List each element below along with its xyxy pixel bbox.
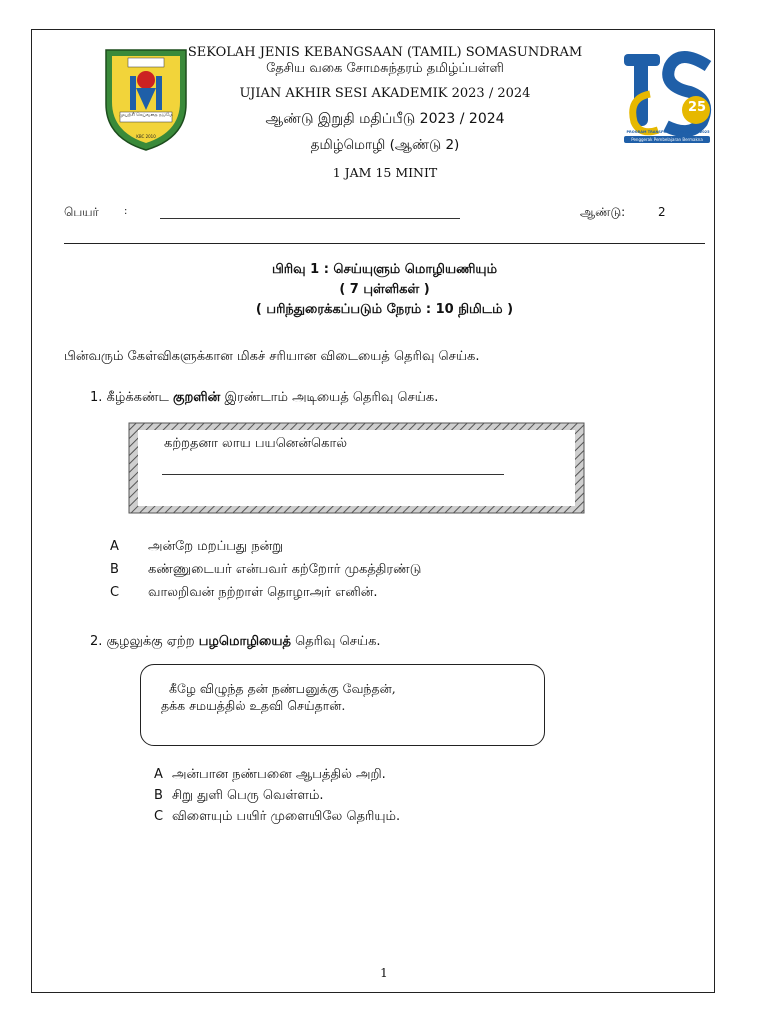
situation-line-1: கீழே விழுந்த தன் நண்பனுக்கு வேந்தன், bbox=[169, 681, 396, 696]
question-2-option-a[interactable] bbox=[154, 767, 386, 783]
question-2 bbox=[90, 634, 381, 650]
logo-motto: முயற்சி செய்வதை நடுமே bbox=[119, 113, 173, 118]
question-2-option-b[interactable] bbox=[154, 788, 324, 804]
option-text: வாலறிவன் நற்றாள் தொழாஅர் எனின். bbox=[148, 585, 378, 600]
logo-year: KBC 2010 bbox=[136, 134, 156, 139]
kural-answer-line[interactable] bbox=[162, 474, 504, 475]
instructions: பின்வரும் கேள்விகளுக்கான மிகச் சரியான விடையைத் தெரிவு செய்க. bbox=[64, 349, 480, 364]
page-number: 1 bbox=[380, 966, 388, 980]
name-field-line[interactable] bbox=[160, 218, 460, 219]
question-2-option-c[interactable] bbox=[154, 809, 400, 825]
question-2-text-after: தெரிவு செய்க. bbox=[295, 634, 381, 649]
subject-title: தமிழ்மொழி (ஆண்டு 2) bbox=[310, 137, 460, 153]
option-text: விளையும் பயிர் முளையிலே தெரியும். bbox=[172, 809, 401, 824]
ts25-logo bbox=[620, 46, 716, 146]
option-text: சிறு துளி பெரு வெள்ளம். bbox=[172, 788, 324, 803]
option-letter: B bbox=[110, 562, 119, 577]
option-text: கண்ணுடையர் என்பவர் கற்றோர் முகத்திரண்டு bbox=[148, 562, 422, 577]
question-1-keyword: குறளின் bbox=[172, 390, 221, 405]
section-marks: ( 7 புள்ளிகள் ) bbox=[339, 282, 430, 297]
year-value: 2 bbox=[658, 205, 666, 219]
logo-caption-1: PROGRAM TRANSFORMASI SEKOLAH 2025 bbox=[626, 130, 710, 134]
question-2-text-before: சூழலுக்கு ஏற்ற bbox=[106, 634, 195, 649]
school-name-malay: SEKOLAH JENIS KEBANGSAAN (TAMIL) SOMASUNDRAM bbox=[187, 45, 583, 60]
question-1-option-a[interactable] bbox=[110, 539, 283, 555]
question-1-option-b[interactable] bbox=[110, 562, 421, 578]
kural-box-inner bbox=[138, 430, 575, 506]
question-1-option-c[interactable] bbox=[110, 585, 378, 601]
option-letter: A bbox=[154, 767, 163, 782]
logo-number: 25 bbox=[687, 100, 707, 115]
question-1 bbox=[90, 390, 438, 406]
section-time: ( பரிந்துரைக்கப்படும் நேரம் : 10 நிமிடம் ) bbox=[255, 302, 514, 317]
option-letter: C bbox=[110, 585, 120, 600]
question-1-text-before: கீழ்க்கண்ட bbox=[106, 390, 169, 405]
option-letter: B bbox=[154, 788, 163, 803]
kural-decorative-box bbox=[128, 422, 585, 514]
option-letter: A bbox=[110, 539, 119, 554]
year-label: ஆண்டு: bbox=[580, 205, 626, 219]
exam-title-malay: UJIAN AKHIR SESI AKADEMIK 2023 / 2024 bbox=[239, 86, 531, 101]
situation-line-2: தக்க சமயத்தில் உதவி செய்தான். bbox=[161, 698, 346, 713]
option-text: அன்றே மறப்பது நன்று bbox=[148, 539, 284, 554]
name-label: பெயர் bbox=[64, 205, 99, 219]
question-1-number: 1. bbox=[90, 390, 103, 405]
option-letter: C bbox=[154, 809, 164, 824]
option-text: அன்பான நண்பனை ஆபத்தில் அறி. bbox=[172, 767, 386, 782]
header-divider bbox=[64, 243, 705, 244]
exam-duration: 1 JAM 15 MINIT bbox=[332, 165, 438, 180]
situation-box bbox=[140, 664, 545, 746]
question-2-number: 2. bbox=[90, 634, 103, 649]
kural-first-line: கற்றதனா லாய பயனென்கொல் bbox=[164, 436, 348, 451]
school-name-tamil: தேசிய வகை சோமசுந்தரம் தமிழ்ப்பள்ளி bbox=[266, 61, 504, 76]
exam-title-tamil: ஆண்டு இறுதி மதிப்பீடு 2023 / 2024 bbox=[265, 111, 505, 127]
question-1-text-after: இரண்டாம் அடியைத் தெரிவு செய்க. bbox=[224, 390, 439, 405]
logo-caption-2: Penggerak Pembelajaran Bermakna bbox=[624, 136, 710, 143]
question-2-keyword: பழமொழியைத் bbox=[198, 634, 291, 649]
section-title: பிரிவு 1 : செய்யுளும் மொழியணியும் bbox=[271, 262, 498, 277]
name-colon: : bbox=[124, 206, 128, 217]
